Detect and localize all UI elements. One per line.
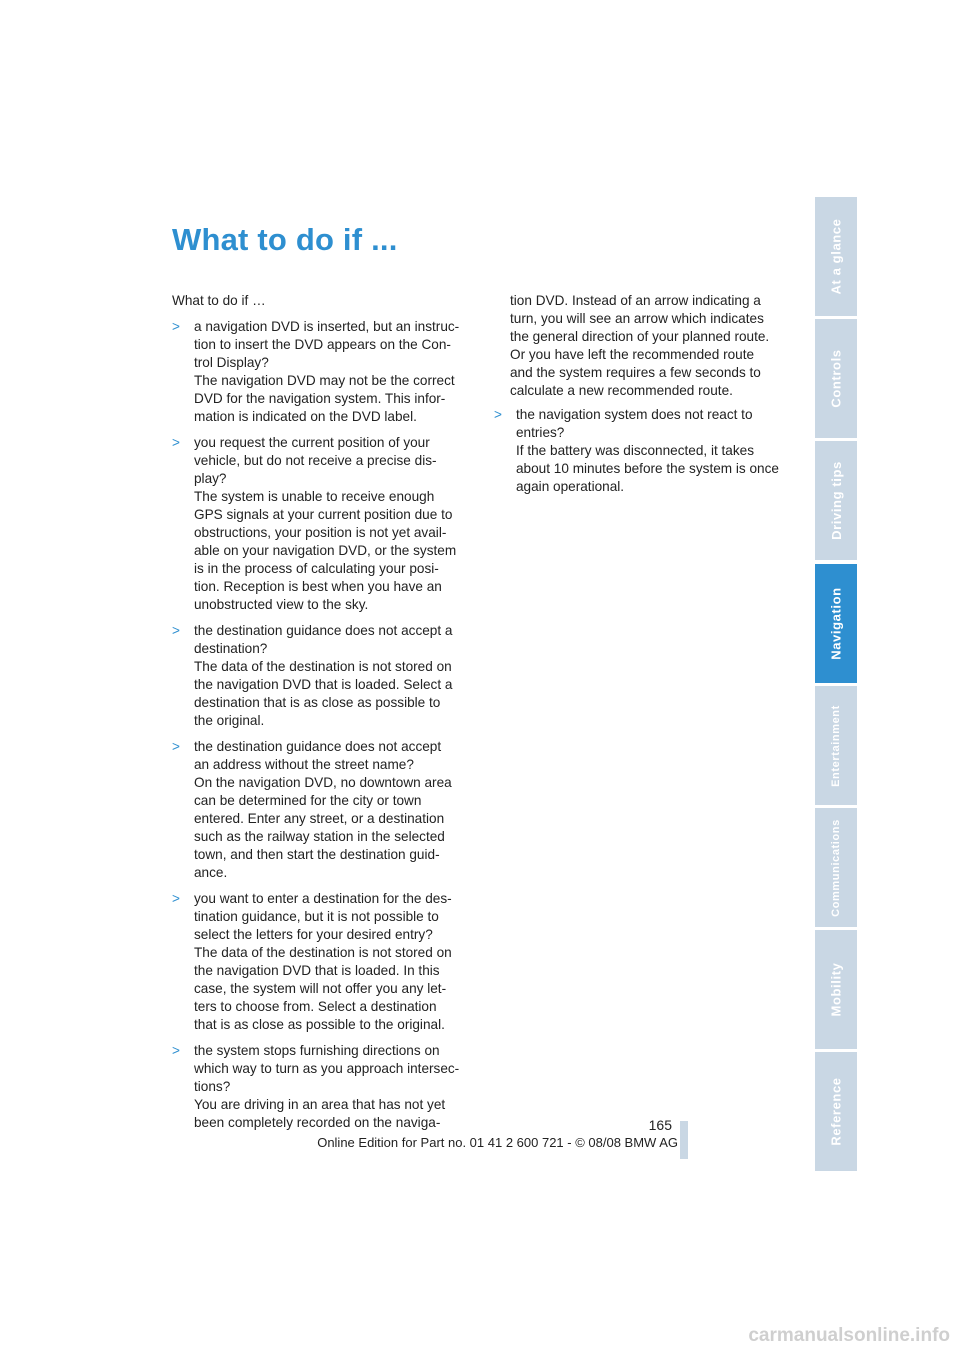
footer-accent-bar xyxy=(680,1121,688,1159)
text-line: an address without the street name? xyxy=(194,757,414,772)
text-line: calculate a new recommended route. xyxy=(510,383,733,398)
bullet-marker: > xyxy=(172,891,180,906)
text-line: the destination guidance does not accept xyxy=(194,739,442,754)
sidebar-tab-label: Controls xyxy=(828,349,844,408)
sidebar-tab-reference[interactable] xyxy=(815,1052,857,1171)
text-line: and the system requires a few seconds to xyxy=(510,365,761,380)
list-item-body xyxy=(194,1042,459,1132)
text-line: mation is indicated on the DVD label. xyxy=(194,409,417,424)
list-item xyxy=(172,890,472,1034)
text-line: If the battery was disconnected, it takes xyxy=(516,443,755,458)
text-line: the navigation system does not react to xyxy=(516,407,753,422)
footer-text: Online Edition for Part no. 01 41 2 600 721 - © 08/08 BMW AG xyxy=(317,1135,678,1150)
sidebar-tab-label: Driving tips xyxy=(828,461,844,540)
text-line: trol Display? xyxy=(194,355,269,370)
list-item-body xyxy=(194,738,452,882)
text-line: On the navigation DVD, no downtown area xyxy=(194,775,452,790)
bullet-marker: > xyxy=(172,739,180,754)
text-line: able on your navigation DVD, or the system xyxy=(194,543,457,558)
text-line: tion to insert the DVD appears on the Con- xyxy=(194,337,451,352)
text-line: that is as close as possible to the original. xyxy=(194,1017,445,1032)
bullet-marker: > xyxy=(172,623,180,638)
list-item-body xyxy=(516,406,779,496)
text-line: can be determined for the city or town xyxy=(194,793,422,808)
text-line: The data of the destination is not stored on xyxy=(194,945,452,960)
left-column xyxy=(172,292,472,1140)
text-line: the navigation DVD that is loaded. Select a xyxy=(194,677,453,692)
text-line: The data of the destination is not stored on xyxy=(194,659,452,674)
text-line: entered. Enter any street, or a destination xyxy=(194,811,445,826)
text-line: a navigation DVD is inserted, but an instruc- xyxy=(194,319,460,334)
sidebar-tab-at-a-glance[interactable] xyxy=(815,197,857,316)
text-line: tion DVD. Instead of an arrow indicating a xyxy=(510,293,761,308)
continuation-text xyxy=(494,292,794,400)
sidebar-tab-label: At a glance xyxy=(828,218,844,295)
sidebar-tab-label: Reference xyxy=(828,1077,844,1146)
right-column xyxy=(494,292,794,504)
sidebar-tab-label: Mobility xyxy=(828,962,844,1017)
list-item-body xyxy=(194,622,452,730)
text-line: obstructions, your position is not yet avail- xyxy=(194,525,447,540)
intro-text: What to do if … xyxy=(172,293,266,308)
text-line: entries? xyxy=(516,425,565,440)
sidebar-tab-mobility[interactable] xyxy=(815,930,857,1049)
watermark: carmanualsonline.info xyxy=(748,1325,950,1346)
text-line: again operational. xyxy=(516,479,625,494)
bullet-marker: > xyxy=(172,1043,180,1058)
sidebar-tab-driving-tips[interactable] xyxy=(815,441,857,560)
list-item xyxy=(172,1042,472,1132)
list-item xyxy=(494,406,794,496)
text-line: which way to turn as you approach intersec- xyxy=(194,1061,460,1076)
text-line: you request the current position of your xyxy=(194,435,430,450)
right-list xyxy=(494,406,794,496)
sidebar-tab-label: Navigation xyxy=(828,587,844,660)
text-line: Or you have left the recommended route xyxy=(510,347,755,362)
list-item xyxy=(172,434,472,614)
bullet-marker: > xyxy=(172,319,180,334)
text-line: the general direction of your planned route. xyxy=(510,329,770,344)
text-line: you want to enter a destination for the des- xyxy=(194,891,452,906)
text-line: vehicle, but do not receive a precise dis- xyxy=(194,453,437,468)
text-line: tion. Reception is best when you have an xyxy=(194,579,442,594)
text-line: The system is unable to receive enough xyxy=(194,489,435,504)
text-line: destination? xyxy=(194,641,268,656)
text-line: is in the process of calculating your posi- xyxy=(194,561,439,576)
sidebar-tab-communications[interactable] xyxy=(815,808,857,927)
text-line: The navigation DVD may not be the correct xyxy=(194,373,455,388)
text-line: tination guidance, but it is not possible to xyxy=(194,909,439,924)
list-item-body xyxy=(194,890,452,1034)
text-line: You are driving in an area that has not yet xyxy=(194,1097,446,1112)
page-title: What to do if ... xyxy=(172,222,398,257)
text-line: ters to choose from. Select a destination xyxy=(194,999,437,1014)
left-list xyxy=(172,318,472,1132)
bullet-marker: > xyxy=(172,435,180,450)
text-line: play? xyxy=(194,471,227,486)
list-item-body xyxy=(194,318,459,426)
text-line: the destination guidance does not accept a xyxy=(194,623,453,638)
list-item xyxy=(172,622,472,730)
page-number: 165 xyxy=(648,1117,672,1133)
sidebar-tab-label: Entertainment xyxy=(830,704,843,787)
sidebar-tab-label: Communications xyxy=(830,818,843,917)
text-line: such as the railway station in the selected xyxy=(194,829,445,844)
text-line: GPS signals at your current position due to xyxy=(194,507,453,522)
text-line: the original. xyxy=(194,713,265,728)
text-line: about 10 minutes before the system is once xyxy=(516,461,779,476)
sidebar-tab-entertainment[interactable] xyxy=(815,686,857,805)
text-line: case, the system will not offer you any let- xyxy=(194,981,447,996)
text-line: DVD for the navigation system. This infor- xyxy=(194,391,446,406)
list-item-body xyxy=(194,434,456,614)
text-line: been completely recorded on the naviga- xyxy=(194,1115,441,1130)
list-item xyxy=(172,318,472,426)
text-line: ance. xyxy=(194,865,228,880)
section-sidebar xyxy=(815,197,857,1159)
text-line: turn, you will see an arrow which indicates xyxy=(510,311,764,326)
text-line: tions? xyxy=(194,1079,231,1094)
text-line: destination that is as close as possible to xyxy=(194,695,441,710)
text-line: the navigation DVD that is loaded. In this xyxy=(194,963,440,978)
text-line: the system stops furnishing directions on xyxy=(194,1043,440,1058)
list-item xyxy=(172,738,472,882)
text-line: town, and then start the destination guid- xyxy=(194,847,440,862)
sidebar-tab-navigation[interactable] xyxy=(815,564,857,683)
text-line: unobstructed view to the sky. xyxy=(194,597,369,612)
bullet-marker: > xyxy=(494,407,502,422)
text-line: select the letters for your desired entry? xyxy=(194,927,433,942)
sidebar-tab-controls[interactable] xyxy=(815,319,857,438)
